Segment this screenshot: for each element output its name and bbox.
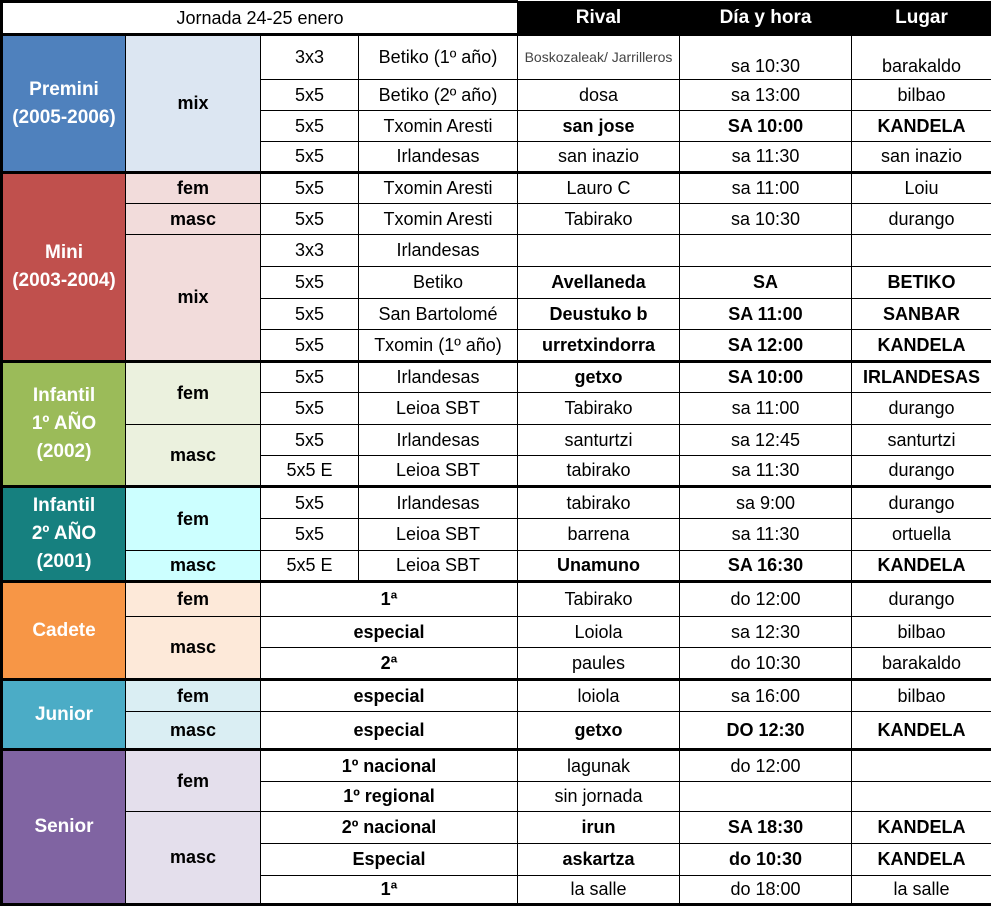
place-cell: KANDELA: [852, 551, 991, 582]
place-cell: KANDELA: [852, 844, 991, 876]
time-cell: sa 13:00: [680, 80, 852, 111]
place-cell: durango: [852, 393, 991, 425]
rival-cell: lagunak: [518, 750, 680, 782]
place-cell: san inazio: [852, 142, 991, 173]
table-row: [2, 35, 991, 80]
table-row: [2, 487, 991, 519]
place-cell: barakaldo: [852, 35, 991, 80]
team-cell: Leioa SBT: [359, 456, 518, 487]
time-cell: SA: [680, 267, 852, 299]
time-cell: DO 12:30: [680, 712, 852, 750]
team-cell: Irlandesas: [359, 235, 518, 267]
place-cell: BETIKO: [852, 267, 991, 299]
time-cell: do 10:30: [680, 648, 852, 680]
gender-masc: masc: [126, 712, 261, 750]
rival-cell: la salle: [518, 876, 680, 905]
time-cell: sa 11:30: [680, 456, 852, 487]
rival-cell: getxo: [518, 712, 680, 750]
team-cell: Betiko (1º año): [359, 35, 518, 80]
rival-header: Rival: [518, 2, 680, 35]
rival-cell: askartza: [518, 844, 680, 876]
team-cell: Leioa SBT: [359, 551, 518, 582]
time-cell: sa 12:30: [680, 617, 852, 648]
table-row: [2, 812, 991, 844]
category-infantil-1: [2, 362, 126, 487]
page-title: Jornada 24-25 enero: [2, 2, 518, 35]
place-cell: la salle: [852, 876, 991, 905]
modality-cell: 5x5: [261, 204, 359, 235]
rival-cell: Avellaneda: [518, 267, 680, 299]
rival-cell: Tabirako: [518, 582, 680, 617]
place-cell: bilbao: [852, 617, 991, 648]
gender-masc: masc: [126, 204, 261, 235]
place-cell: barakaldo: [852, 648, 991, 680]
rival-cell: tabirako: [518, 487, 680, 519]
modality-cell: 5x5: [261, 142, 359, 173]
rival-cell: tabirako: [518, 456, 680, 487]
level-cell: especial: [261, 680, 518, 712]
level-cell: especial: [261, 712, 518, 750]
time-cell: do 18:00: [680, 876, 852, 905]
category-name: Premini: [29, 78, 99, 100]
modality-cell: 5x5 E: [261, 456, 359, 487]
rival-cell: Lauro C: [518, 173, 680, 204]
time-cell: [680, 782, 852, 812]
place-cell: Loiu: [852, 173, 991, 204]
level-cell: 1º regional: [261, 782, 518, 812]
time-cell: do 10:30: [680, 844, 852, 876]
rival-cell: san inazio: [518, 142, 680, 173]
time-cell: SA 12:00: [680, 330, 852, 362]
team-cell: Irlandesas: [359, 142, 518, 173]
rival-cell: paules: [518, 648, 680, 680]
modality-cell: 5x5: [261, 173, 359, 204]
modality-cell: 5x5: [261, 330, 359, 362]
rival-cell: santurtzi: [518, 425, 680, 456]
table-row: [2, 551, 991, 582]
time-cell: [680, 235, 852, 267]
place-cell: SANBAR: [852, 299, 991, 330]
place-cell: durango: [852, 456, 991, 487]
team-cell: Irlandesas: [359, 487, 518, 519]
team-cell: Betiko (2º año): [359, 80, 518, 111]
place-cell: IRLANDESAS: [852, 362, 991, 393]
team-cell: Txomin Aresti: [359, 173, 518, 204]
modality-cell: 5x5: [261, 267, 359, 299]
rival-cell: Loiola: [518, 617, 680, 648]
category-mini: [2, 173, 126, 362]
rival-cell: san jose: [518, 111, 680, 142]
team-cell: Txomin Aresti: [359, 204, 518, 235]
table-row: [2, 173, 991, 204]
team-cell: Txomin Aresti: [359, 111, 518, 142]
time-cell: SA 10:00: [680, 111, 852, 142]
rival-cell: dosa: [518, 80, 680, 111]
time-cell: sa 10:30: [680, 204, 852, 235]
place-cell: bilbao: [852, 680, 991, 712]
gender-fem: fem: [126, 750, 261, 812]
rival-cell: [518, 235, 680, 267]
lugar-header: Lugar: [852, 2, 991, 35]
category-premini: [2, 35, 126, 173]
table-row: [2, 362, 991, 393]
rival-cell: Boskozaleak/ Jarrilleros: [518, 35, 680, 80]
category-junior: Junior: [2, 680, 126, 750]
category-sub: 1º AÑO: [31, 413, 97, 434]
category-years: (2003-2004): [12, 270, 116, 291]
gender-masc: masc: [126, 812, 261, 905]
level-cell: 2º nacional: [261, 812, 518, 844]
team-cell: Leioa SBT: [359, 519, 518, 551]
place-cell: KANDELA: [852, 111, 991, 142]
rival-cell: Unamuno: [518, 551, 680, 582]
modality-cell: 5x5: [261, 393, 359, 425]
category-years: (2005-2006): [12, 106, 116, 128]
modality-cell: 5x5: [261, 487, 359, 519]
header-row: [2, 2, 991, 35]
time-cell: sa 11:00: [680, 173, 852, 204]
place-cell: durango: [852, 204, 991, 235]
team-cell: Txomin (1º año): [359, 330, 518, 362]
table-row: [2, 617, 991, 648]
rival-cell: Tabirako: [518, 204, 680, 235]
place-cell: [852, 235, 991, 267]
category-name: Mini: [45, 242, 83, 263]
category-sub: 2º AÑO: [31, 523, 97, 544]
place-cell: [852, 750, 991, 782]
category-cadete: Cadete: [2, 582, 126, 680]
place-cell: KANDELA: [852, 812, 991, 844]
place-cell: durango: [852, 582, 991, 617]
table-row: [2, 425, 991, 456]
category-name: Infantil: [32, 385, 96, 406]
table-row: [2, 680, 991, 712]
time-cell: do 12:00: [680, 750, 852, 782]
time-cell: SA 16:30: [680, 551, 852, 582]
modality-cell: 5x5: [261, 425, 359, 456]
time-cell: sa 10:30: [680, 35, 852, 80]
modality-cell: 5x5: [261, 519, 359, 551]
gender-fem: fem: [126, 362, 261, 425]
level-cell: 1ª: [261, 582, 518, 617]
place-cell: [852, 782, 991, 812]
rival-cell: sin jornada: [518, 782, 680, 812]
gender-masc: masc: [126, 551, 261, 582]
modality-cell: 5x5: [261, 362, 359, 393]
category-infantil-2: [2, 487, 126, 582]
time-cell: SA 10:00: [680, 362, 852, 393]
rival-cell: Deustuko b: [518, 299, 680, 330]
table-row: [2, 712, 991, 750]
gender-mix: mix: [126, 235, 261, 362]
time-cell: SA 18:30: [680, 812, 852, 844]
team-cell: Leioa SBT: [359, 393, 518, 425]
level-cell: 1º nacional: [261, 750, 518, 782]
rival-cell: loiola: [518, 680, 680, 712]
team-cell: Irlandesas: [359, 362, 518, 393]
level-cell: 1ª: [261, 876, 518, 905]
category-senior: Senior: [2, 750, 126, 905]
time-cell: do 12:00: [680, 582, 852, 617]
time-cell: sa 16:00: [680, 680, 852, 712]
gender-fem: fem: [126, 487, 261, 551]
gender-fem: fem: [126, 173, 261, 204]
modality-cell: 3x3: [261, 35, 359, 80]
modality-cell: 5x5 E: [261, 551, 359, 582]
rival-cell: getxo: [518, 362, 680, 393]
place-cell: bilbao: [852, 80, 991, 111]
gender-mix: mix: [126, 35, 261, 173]
gender-fem: fem: [126, 582, 261, 617]
gender-masc: masc: [126, 617, 261, 680]
table-row: [2, 582, 991, 617]
time-cell: sa 11:00: [680, 393, 852, 425]
team-cell: San Bartolomé: [359, 299, 518, 330]
category-years: (2002): [36, 441, 92, 462]
rival-cell: irun: [518, 812, 680, 844]
place-cell: KANDELA: [852, 712, 991, 750]
team-cell: Betiko: [359, 267, 518, 299]
time-cell: sa 12:45: [680, 425, 852, 456]
table-row: [2, 204, 991, 235]
modality-cell: 5x5: [261, 80, 359, 111]
rival-cell: urretxindorra: [518, 330, 680, 362]
time-cell: SA 11:00: [680, 299, 852, 330]
place-cell: ortuella: [852, 519, 991, 551]
time-cell: sa 11:30: [680, 142, 852, 173]
team-cell: Irlandesas: [359, 425, 518, 456]
time-cell: sa 11:30: [680, 519, 852, 551]
modality-cell: 3x3: [261, 235, 359, 267]
level-cell: especial: [261, 617, 518, 648]
place-cell: KANDELA: [852, 330, 991, 362]
rival-cell: barrena: [518, 519, 680, 551]
category-name: Infantil: [32, 495, 96, 516]
time-cell: sa 9:00: [680, 487, 852, 519]
level-cell: 2ª: [261, 648, 518, 680]
modality-cell: 5x5: [261, 111, 359, 142]
category-years: (2001): [36, 551, 92, 572]
dia-hora-header: Día y hora: [680, 2, 852, 35]
modality-cell: 5x5: [261, 299, 359, 330]
place-cell: santurtzi: [852, 425, 991, 456]
gender-masc: masc: [126, 425, 261, 487]
gender-fem: fem: [126, 680, 261, 712]
rival-cell: Tabirako: [518, 393, 680, 425]
table-row: [2, 750, 991, 782]
table-row: [2, 235, 991, 267]
level-cell: Especial: [261, 844, 518, 876]
place-cell: durango: [852, 487, 991, 519]
